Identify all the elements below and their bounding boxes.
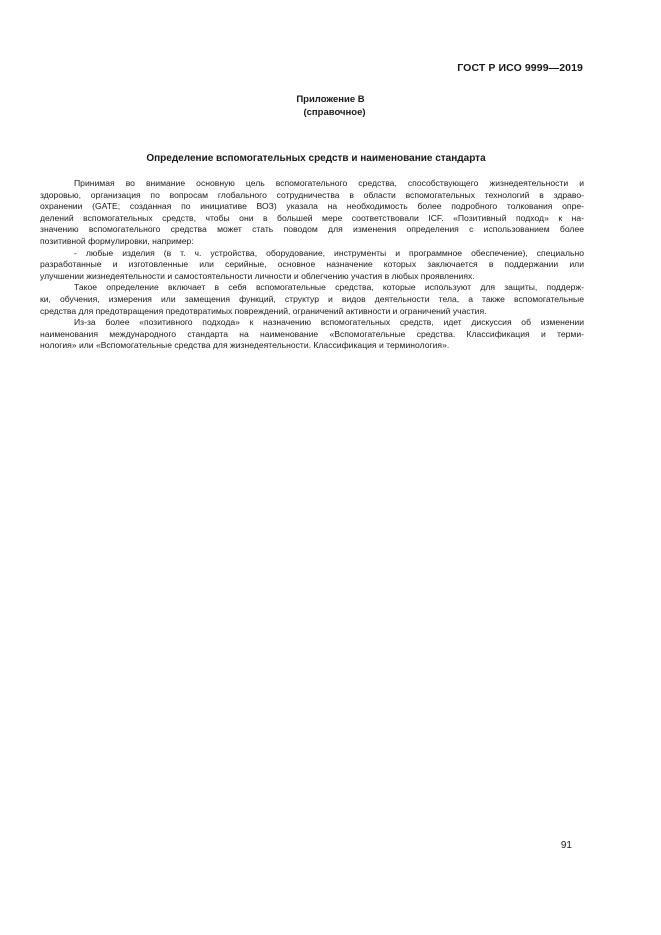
text-line: значению вспомогательного средства может стать поводом для изменения определения с использованием более (40, 224, 584, 235)
text-line: нология» или «Вспомогательные средства для жизнедеятельности. Классификация и терминология». (40, 340, 450, 351)
text-line: - любые изделия (в т. ч. устройства, оборудование, инструменты и программное обеспечение), специально (74, 247, 584, 258)
text-line: средства для предотвращения предотвратимых повреждений, ограничений активности и ограничений участия. (40, 305, 487, 316)
text-line: улучшении жизнедеятельности и самостоятельности личности и облегчению участия в любых проявлениях. (40, 270, 475, 281)
annex-subtitle: (справочное) (303, 107, 366, 118)
text-line: позитивной формулировки, например: (40, 235, 194, 246)
text-line: Принимая во внимание основную цель вспомогательного средства, способствующего жизнедеятельности и (74, 178, 584, 188)
page-number: 91 (560, 840, 572, 851)
annex-heading (0, 93, 661, 119)
annex-title: Приложение В (296, 94, 365, 105)
text-line: Такое определение включает в себя вспомогательные средства, которые используют для защиты, поддерж- (74, 282, 584, 293)
standard-code: ГОСТ Р ИСО 9999—2019 (457, 62, 583, 74)
text-line: ки, обучения, измерения или замещения функций, структур и видов деятельности тела, а также вспомогательные (40, 293, 584, 304)
body-text (40, 178, 584, 352)
text-line: здоровью, организация по вопросам глобального сотрудничества в области вспомогательных технологий в здраво- (40, 189, 584, 200)
text-line: наименования международного стандарта на наименование «Вспомогательные средства. Классификация и терми- (40, 328, 584, 339)
text-line: делений вспомогательных средств, чтобы они в большей мере соответствовали ICF. «Позитивный подход» к на- (40, 212, 584, 223)
text-line: Из-за более «позитивного подхода» к назначению вспомогательных средств, идет дискуссия об изменении (74, 317, 584, 328)
text-line: охранении (GATE; созданная по инициативе ВОЗ) указала на необходимость более подробного толкования опре- (40, 201, 584, 212)
text-line: разработанные и изготовленные или серийные, основное назначение которых заключается в поддержании или (40, 259, 584, 270)
section-title: Определение вспомогательных средств и наименование стандарта (146, 153, 486, 164)
